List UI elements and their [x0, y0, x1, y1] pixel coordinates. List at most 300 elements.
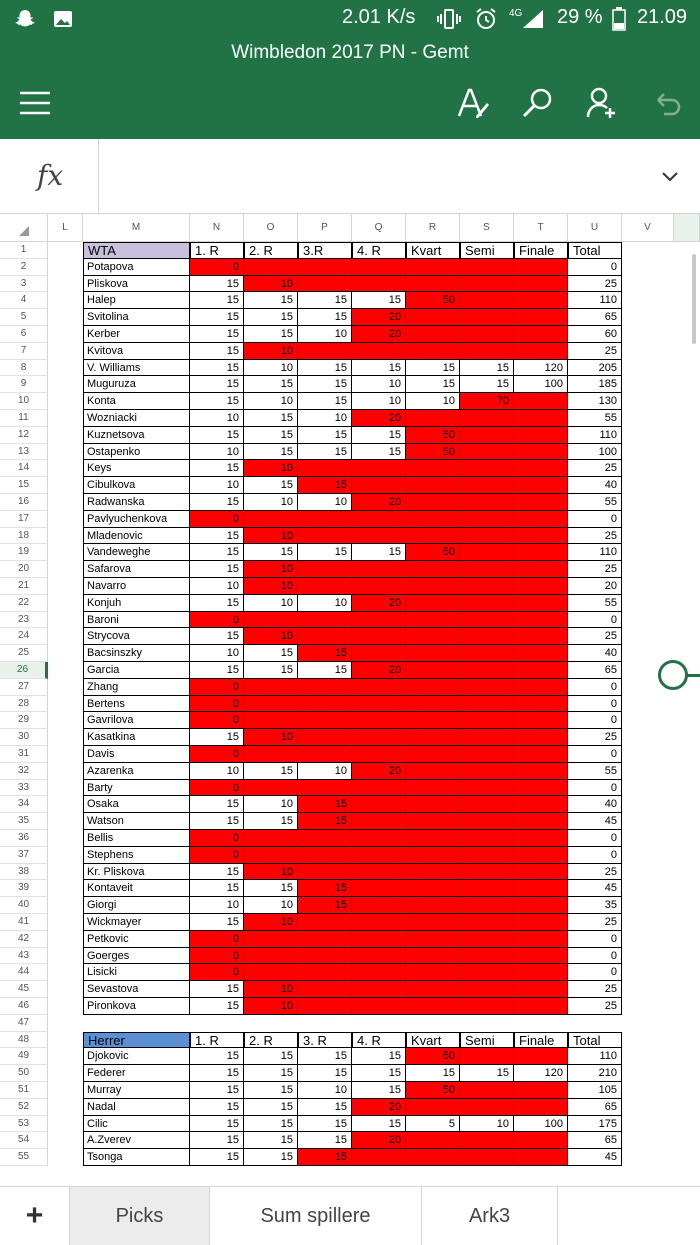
- score-cell-r3[interactable]: 15: [298, 376, 352, 393]
- score-cell-r3[interactable]: 15: [298, 1116, 352, 1133]
- score-cell-sf[interactable]: [460, 696, 514, 713]
- row-header[interactable]: 6: [0, 326, 48, 343]
- score-cell-r2[interactable]: 15: [244, 763, 298, 780]
- column-title[interactable]: Kvart: [406, 242, 460, 259]
- score-cell-r1[interactable]: 10: [190, 410, 244, 427]
- score-cell-sf[interactable]: [460, 477, 514, 494]
- player-name[interactable]: Bellis: [83, 830, 190, 847]
- player-name[interactable]: Pavlyuchenkova: [83, 511, 190, 528]
- score-cell-r2[interactable]: 15: [244, 410, 298, 427]
- score-cell-r2[interactable]: 15: [244, 1082, 298, 1099]
- score-cell-r1[interactable]: 0: [190, 780, 244, 797]
- score-cell-f[interactable]: [514, 662, 568, 679]
- row-header[interactable]: 29: [0, 712, 48, 729]
- score-cell-r1[interactable]: 15: [190, 1149, 244, 1166]
- total-cell[interactable]: 110: [568, 1048, 622, 1065]
- total-cell[interactable]: 0: [568, 931, 622, 948]
- row-header[interactable]: 19: [0, 544, 48, 561]
- row-header[interactable]: 27: [0, 679, 48, 696]
- player-name[interactable]: Petkovic: [83, 931, 190, 948]
- tab-ark3[interactable]: Ark3: [422, 1187, 558, 1245]
- score-cell-r1[interactable]: 15: [190, 427, 244, 444]
- column-title[interactable]: Semi: [460, 242, 514, 259]
- score-cell-r4[interactable]: [352, 897, 406, 914]
- score-cell-sf[interactable]: [460, 796, 514, 813]
- score-cell-sf[interactable]: [460, 292, 514, 309]
- score-cell-qf[interactable]: 50: [406, 1082, 460, 1099]
- score-cell-f[interactable]: [514, 864, 568, 881]
- player-name[interactable]: Lisicki: [83, 964, 190, 981]
- score-cell-r4[interactable]: [352, 880, 406, 897]
- score-cell-sf[interactable]: [460, 914, 514, 931]
- score-cell-f[interactable]: [514, 561, 568, 578]
- score-cell-f[interactable]: [514, 444, 568, 461]
- score-cell-r1[interactable]: 0: [190, 612, 244, 629]
- player-name[interactable]: Watson: [83, 813, 190, 830]
- score-cell-f[interactable]: [514, 578, 568, 595]
- total-cell[interactable]: 0: [568, 696, 622, 713]
- score-cell-sf[interactable]: [460, 309, 514, 326]
- chevron-down-icon[interactable]: [662, 172, 678, 182]
- row-header[interactable]: 49: [0, 1048, 48, 1065]
- score-cell-r3[interactable]: [298, 561, 352, 578]
- total-cell[interactable]: 55: [568, 494, 622, 511]
- score-cell-qf[interactable]: [406, 796, 460, 813]
- score-cell-r3[interactable]: [298, 259, 352, 276]
- score-cell-r1[interactable]: 15: [190, 998, 244, 1015]
- row-header[interactable]: 33: [0, 780, 48, 797]
- column-header[interactable]: L: [48, 214, 83, 242]
- score-cell-r2[interactable]: 15: [244, 292, 298, 309]
- row-header[interactable]: 26: [0, 662, 48, 679]
- total-cell[interactable]: 40: [568, 477, 622, 494]
- total-cell[interactable]: 45: [568, 813, 622, 830]
- score-cell-r3[interactable]: [298, 511, 352, 528]
- score-cell-r4[interactable]: [352, 746, 406, 763]
- score-cell-sf[interactable]: [460, 712, 514, 729]
- score-cell-r2[interactable]: [244, 948, 298, 965]
- score-cell-r1[interactable]: 15: [190, 1099, 244, 1116]
- column-title[interactable]: 4. R: [352, 242, 406, 259]
- score-cell-r3[interactable]: [298, 460, 352, 477]
- column-title[interactable]: Kvart: [406, 1032, 460, 1049]
- score-cell-qf[interactable]: [406, 410, 460, 427]
- score-cell-qf[interactable]: [406, 276, 460, 293]
- total-cell[interactable]: 130: [568, 393, 622, 410]
- score-cell-sf[interactable]: 15: [460, 1065, 514, 1082]
- vertical-scrollbar[interactable]: [692, 254, 696, 344]
- score-cell-r1[interactable]: 15: [190, 292, 244, 309]
- score-cell-sf[interactable]: [460, 763, 514, 780]
- score-cell-r2[interactable]: 10: [244, 578, 298, 595]
- score-cell-sf[interactable]: [460, 897, 514, 914]
- player-name[interactable]: Giorgi: [83, 897, 190, 914]
- score-cell-r2[interactable]: [244, 830, 298, 847]
- column-header[interactable]: P: [298, 214, 352, 242]
- score-cell-sf[interactable]: [460, 528, 514, 545]
- total-cell[interactable]: 25: [568, 528, 622, 545]
- row-header[interactable]: 47: [0, 1015, 48, 1032]
- score-cell-r3[interactable]: [298, 981, 352, 998]
- score-cell-r2[interactable]: 15: [244, 1099, 298, 1116]
- score-cell-f[interactable]: [514, 1048, 568, 1065]
- score-cell-r2[interactable]: [244, 847, 298, 864]
- score-cell-r1[interactable]: 15: [190, 376, 244, 393]
- row-header[interactable]: 8: [0, 360, 48, 377]
- score-cell-r2[interactable]: 10: [244, 595, 298, 612]
- score-cell-sf[interactable]: [460, 981, 514, 998]
- score-cell-qf[interactable]: [406, 595, 460, 612]
- score-cell-f[interactable]: [514, 847, 568, 864]
- row-header[interactable]: 22: [0, 595, 48, 612]
- column-header[interactable]: R: [406, 214, 460, 242]
- row-header[interactable]: 28: [0, 696, 48, 713]
- score-cell-f[interactable]: [514, 796, 568, 813]
- score-cell-f[interactable]: [514, 645, 568, 662]
- column-title[interactable]: Total: [568, 242, 622, 259]
- score-cell-r1[interactable]: 10: [190, 645, 244, 662]
- score-cell-f[interactable]: [514, 880, 568, 897]
- score-cell-r4[interactable]: 10: [352, 376, 406, 393]
- score-cell-qf[interactable]: [406, 343, 460, 360]
- column-title[interactable]: 4. R: [352, 1032, 406, 1049]
- score-cell-r2[interactable]: 15: [244, 544, 298, 561]
- score-cell-f[interactable]: [514, 964, 568, 981]
- row-header[interactable]: 50: [0, 1065, 48, 1082]
- score-cell-r1[interactable]: 15: [190, 494, 244, 511]
- score-cell-r2[interactable]: 15: [244, 1116, 298, 1133]
- total-cell[interactable]: 175: [568, 1116, 622, 1133]
- player-name[interactable]: Mladenovic: [83, 528, 190, 545]
- player-name[interactable]: Svitolina: [83, 309, 190, 326]
- score-cell-sf[interactable]: 70: [460, 393, 514, 410]
- undo-icon[interactable]: [652, 88, 682, 118]
- total-cell[interactable]: 110: [568, 544, 622, 561]
- total-cell[interactable]: 25: [568, 628, 622, 645]
- row-header[interactable]: 5: [0, 309, 48, 326]
- score-cell-r3[interactable]: 10: [298, 410, 352, 427]
- score-cell-r1[interactable]: 15: [190, 343, 244, 360]
- score-cell-r3[interactable]: 15: [298, 1149, 352, 1166]
- score-cell-f[interactable]: [514, 343, 568, 360]
- score-cell-sf[interactable]: [460, 494, 514, 511]
- row-header[interactable]: 43: [0, 948, 48, 965]
- player-name[interactable]: Potapova: [83, 259, 190, 276]
- section-header-wta[interactable]: WTA: [83, 242, 190, 259]
- score-cell-r2[interactable]: 10: [244, 998, 298, 1015]
- score-cell-r4[interactable]: [352, 511, 406, 528]
- player-name[interactable]: Bertens: [83, 696, 190, 713]
- score-cell-f[interactable]: [514, 595, 568, 612]
- fx-label[interactable]: fx: [37, 159, 64, 192]
- score-cell-r4[interactable]: [352, 679, 406, 696]
- player-name[interactable]: Cilic: [83, 1116, 190, 1133]
- score-cell-sf[interactable]: [460, 931, 514, 948]
- score-cell-r2[interactable]: 10: [244, 897, 298, 914]
- score-cell-r2[interactable]: [244, 712, 298, 729]
- total-cell[interactable]: 45: [568, 1149, 622, 1166]
- score-cell-r3[interactable]: 15: [298, 1048, 352, 1065]
- score-cell-sf[interactable]: [460, 948, 514, 965]
- total-cell[interactable]: 105: [568, 1082, 622, 1099]
- score-cell-sf[interactable]: [460, 343, 514, 360]
- score-cell-r4[interactable]: 15: [352, 1082, 406, 1099]
- score-cell-f[interactable]: [514, 427, 568, 444]
- row-header[interactable]: 52: [0, 1099, 48, 1116]
- score-cell-f[interactable]: [514, 897, 568, 914]
- player-name[interactable]: Bacsinszky: [83, 645, 190, 662]
- score-cell-r2[interactable]: 15: [244, 1065, 298, 1082]
- player-name[interactable]: Wozniacki: [83, 410, 190, 427]
- score-cell-r3[interactable]: 15: [298, 662, 352, 679]
- column-header[interactable]: M: [83, 214, 190, 242]
- menu-icon[interactable]: [19, 90, 51, 116]
- score-cell-sf[interactable]: [460, 1132, 514, 1149]
- score-cell-r1[interactable]: 0: [190, 511, 244, 528]
- player-name[interactable]: V. Williams: [83, 360, 190, 377]
- player-name[interactable]: Strycova: [83, 628, 190, 645]
- score-cell-f[interactable]: [514, 259, 568, 276]
- row-header[interactable]: 9: [0, 376, 48, 393]
- score-cell-sf[interactable]: [460, 864, 514, 881]
- score-cell-qf[interactable]: 50: [406, 292, 460, 309]
- row-header[interactable]: 55: [0, 1149, 48, 1166]
- score-cell-r1[interactable]: 10: [190, 897, 244, 914]
- player-name[interactable]: Gavrilova: [83, 712, 190, 729]
- score-cell-sf[interactable]: [460, 1048, 514, 1065]
- total-cell[interactable]: 210: [568, 1065, 622, 1082]
- row-header[interactable]: 10: [0, 393, 48, 410]
- row-header[interactable]: 1: [0, 242, 48, 259]
- score-cell-sf[interactable]: [460, 628, 514, 645]
- score-cell-f[interactable]: [514, 998, 568, 1015]
- score-cell-r1[interactable]: 0: [190, 696, 244, 713]
- score-cell-r2[interactable]: 10: [244, 864, 298, 881]
- score-cell-qf[interactable]: [406, 880, 460, 897]
- score-cell-qf[interactable]: [406, 679, 460, 696]
- score-cell-r1[interactable]: 0: [190, 847, 244, 864]
- score-cell-r1[interactable]: 0: [190, 679, 244, 696]
- score-cell-f[interactable]: [514, 544, 568, 561]
- score-cell-r3[interactable]: 15: [298, 477, 352, 494]
- player-name[interactable]: Halep: [83, 292, 190, 309]
- score-cell-qf[interactable]: [406, 326, 460, 343]
- score-cell-qf[interactable]: [406, 864, 460, 881]
- score-cell-r1[interactable]: 15: [190, 276, 244, 293]
- row-header[interactable]: 23: [0, 612, 48, 629]
- score-cell-sf[interactable]: [460, 444, 514, 461]
- score-cell-sf[interactable]: [460, 662, 514, 679]
- score-cell-r4[interactable]: [352, 964, 406, 981]
- score-cell-qf[interactable]: [406, 847, 460, 864]
- player-name[interactable]: A.Zverev: [83, 1132, 190, 1149]
- total-cell[interactable]: 0: [568, 712, 622, 729]
- score-cell-sf[interactable]: 15: [460, 360, 514, 377]
- total-cell[interactable]: 55: [568, 410, 622, 427]
- score-cell-sf[interactable]: [460, 595, 514, 612]
- score-cell-r4[interactable]: [352, 477, 406, 494]
- score-cell-qf[interactable]: [406, 460, 460, 477]
- score-cell-r3[interactable]: 15: [298, 880, 352, 897]
- score-cell-r4[interactable]: 15: [352, 427, 406, 444]
- score-cell-r4[interactable]: [352, 998, 406, 1015]
- total-cell[interactable]: 110: [568, 292, 622, 309]
- player-name[interactable]: Baroni: [83, 612, 190, 629]
- score-cell-r3[interactable]: 15: [298, 813, 352, 830]
- row-header[interactable]: 45: [0, 981, 48, 998]
- score-cell-r2[interactable]: [244, 780, 298, 797]
- score-cell-r4[interactable]: 20: [352, 595, 406, 612]
- score-cell-r3[interactable]: [298, 931, 352, 948]
- player-name[interactable]: Cibulkova: [83, 477, 190, 494]
- score-cell-r2[interactable]: 10: [244, 360, 298, 377]
- score-cell-r1[interactable]: 0: [190, 964, 244, 981]
- score-cell-r2[interactable]: 10: [244, 393, 298, 410]
- score-cell-r1[interactable]: 15: [190, 880, 244, 897]
- score-cell-f[interactable]: [514, 276, 568, 293]
- share-person-icon[interactable]: [586, 86, 620, 120]
- score-cell-r2[interactable]: 10: [244, 981, 298, 998]
- score-cell-r4[interactable]: 10: [352, 393, 406, 410]
- score-cell-r4[interactable]: 15: [352, 444, 406, 461]
- score-cell-qf[interactable]: [406, 813, 460, 830]
- score-cell-f[interactable]: [514, 494, 568, 511]
- total-cell[interactable]: 25: [568, 729, 622, 746]
- column-title[interactable]: 1. R: [190, 1032, 244, 1049]
- score-cell-sf[interactable]: [460, 998, 514, 1015]
- total-cell[interactable]: 0: [568, 746, 622, 763]
- score-cell-r1[interactable]: 0: [190, 830, 244, 847]
- score-cell-sf[interactable]: [460, 1082, 514, 1099]
- player-name[interactable]: Kvitova: [83, 343, 190, 360]
- score-cell-f[interactable]: [514, 1132, 568, 1149]
- score-cell-qf[interactable]: 50: [406, 1048, 460, 1065]
- score-cell-r1[interactable]: 15: [190, 864, 244, 881]
- score-cell-r3[interactable]: 15: [298, 292, 352, 309]
- score-cell-r3[interactable]: [298, 780, 352, 797]
- score-cell-qf[interactable]: [406, 628, 460, 645]
- score-cell-r2[interactable]: 10: [244, 729, 298, 746]
- score-cell-r4[interactable]: [352, 981, 406, 998]
- player-name[interactable]: Radwanska: [83, 494, 190, 511]
- score-cell-r1[interactable]: 15: [190, 595, 244, 612]
- score-cell-r2[interactable]: [244, 259, 298, 276]
- score-cell-f[interactable]: [514, 628, 568, 645]
- score-cell-sf[interactable]: [460, 645, 514, 662]
- player-name[interactable]: Pliskova: [83, 276, 190, 293]
- player-name[interactable]: Murray: [83, 1082, 190, 1099]
- total-cell[interactable]: 25: [568, 343, 622, 360]
- row-header[interactable]: 17: [0, 511, 48, 528]
- score-cell-sf[interactable]: [460, 544, 514, 561]
- score-cell-r2[interactable]: 10: [244, 628, 298, 645]
- score-cell-sf[interactable]: 10: [460, 1116, 514, 1133]
- total-cell[interactable]: 25: [568, 276, 622, 293]
- score-cell-r2[interactable]: 15: [244, 1132, 298, 1149]
- score-cell-f[interactable]: [514, 914, 568, 931]
- score-cell-r1[interactable]: 10: [190, 444, 244, 461]
- column-header[interactable]: U: [568, 214, 622, 242]
- player-name[interactable]: Kontaveit: [83, 880, 190, 897]
- score-cell-r4[interactable]: [352, 343, 406, 360]
- column-header[interactable]: N: [190, 214, 244, 242]
- score-cell-r1[interactable]: 15: [190, 360, 244, 377]
- section-header-herrer[interactable]: Herrer: [83, 1032, 190, 1049]
- score-cell-qf[interactable]: [406, 696, 460, 713]
- score-cell-f[interactable]: [514, 393, 568, 410]
- score-cell-r3[interactable]: [298, 847, 352, 864]
- score-cell-r3[interactable]: [298, 696, 352, 713]
- row-header[interactable]: 46: [0, 998, 48, 1015]
- spreadsheet-grid[interactable]: [0, 214, 700, 1186]
- score-cell-qf[interactable]: 15: [406, 1065, 460, 1082]
- row-header[interactable]: 32: [0, 763, 48, 780]
- player-name[interactable]: Goerges: [83, 948, 190, 965]
- score-cell-r3[interactable]: [298, 998, 352, 1015]
- score-cell-f[interactable]: [514, 511, 568, 528]
- total-cell[interactable]: 0: [568, 780, 622, 797]
- score-cell-r4[interactable]: 15: [352, 360, 406, 377]
- score-cell-r3[interactable]: [298, 578, 352, 595]
- score-cell-r4[interactable]: 15: [352, 1048, 406, 1065]
- score-cell-r2[interactable]: 15: [244, 1048, 298, 1065]
- score-cell-r4[interactable]: [352, 931, 406, 948]
- column-title[interactable]: 2. R: [244, 242, 298, 259]
- score-cell-r3[interactable]: 10: [298, 326, 352, 343]
- total-cell[interactable]: 35: [568, 897, 622, 914]
- total-cell[interactable]: 0: [568, 964, 622, 981]
- score-cell-f[interactable]: 100: [514, 1116, 568, 1133]
- score-cell-r4[interactable]: [352, 948, 406, 965]
- score-cell-r4[interactable]: [352, 460, 406, 477]
- score-cell-r2[interactable]: 15: [244, 645, 298, 662]
- score-cell-qf[interactable]: [406, 746, 460, 763]
- score-cell-r4[interactable]: [352, 796, 406, 813]
- score-cell-r3[interactable]: 15: [298, 427, 352, 444]
- score-cell-sf[interactable]: [460, 1099, 514, 1116]
- score-cell-f[interactable]: 100: [514, 376, 568, 393]
- row-header[interactable]: 53: [0, 1116, 48, 1133]
- score-cell-qf[interactable]: [406, 948, 460, 965]
- format-text-icon[interactable]: [456, 86, 490, 120]
- score-cell-r4[interactable]: [352, 645, 406, 662]
- score-cell-r4[interactable]: 20: [352, 309, 406, 326]
- player-name[interactable]: Barty: [83, 780, 190, 797]
- score-cell-r3[interactable]: 10: [298, 494, 352, 511]
- score-cell-qf[interactable]: [406, 1132, 460, 1149]
- score-cell-sf[interactable]: [460, 410, 514, 427]
- score-cell-r4[interactable]: [352, 696, 406, 713]
- row-header[interactable]: 15: [0, 477, 48, 494]
- total-cell[interactable]: 0: [568, 679, 622, 696]
- score-cell-r4[interactable]: [352, 813, 406, 830]
- total-cell[interactable]: 65: [568, 1099, 622, 1116]
- total-cell[interactable]: 45: [568, 880, 622, 897]
- row-header[interactable]: 30: [0, 729, 48, 746]
- score-cell-r1[interactable]: 15: [190, 662, 244, 679]
- player-name[interactable]: Konjuh: [83, 595, 190, 612]
- add-sheet-button[interactable]: +: [0, 1187, 70, 1245]
- tab-picks[interactable]: Picks: [70, 1187, 210, 1245]
- score-cell-r3[interactable]: [298, 964, 352, 981]
- score-cell-qf[interactable]: [406, 494, 460, 511]
- score-cell-r1[interactable]: 15: [190, 813, 244, 830]
- row-header[interactable]: 7: [0, 343, 48, 360]
- score-cell-r4[interactable]: 20: [352, 326, 406, 343]
- score-cell-qf[interactable]: [406, 964, 460, 981]
- row-header[interactable]: 25: [0, 645, 48, 662]
- score-cell-r2[interactable]: 10: [244, 796, 298, 813]
